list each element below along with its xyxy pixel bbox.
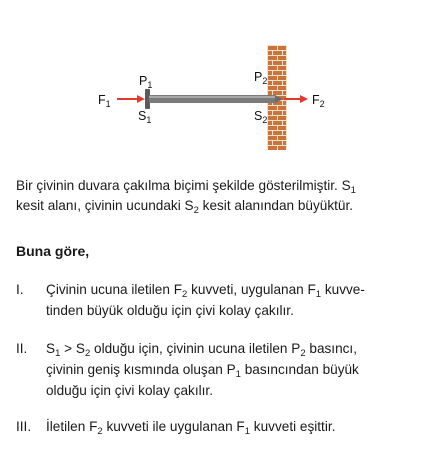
brick [268,136,277,140]
label-s2: $S_2$ [254,109,268,125]
brick [278,146,286,150]
brick [268,66,277,70]
brick [278,116,286,120]
label-p1: $P_1$ [139,74,153,90]
brick [273,91,282,95]
brick [268,81,272,85]
brick [283,101,286,105]
brick [268,146,277,150]
brick [283,141,286,145]
brick [278,106,286,110]
brick [268,126,277,130]
brick [268,116,277,120]
brick [283,91,286,95]
brick [278,66,286,70]
brick [283,61,286,65]
brick [283,111,286,115]
brick [268,131,272,135]
statement-number: I. [16,282,24,297]
brick [268,91,272,95]
brick [268,76,277,80]
brick [268,51,272,55]
nail [145,89,283,109]
label-p2: $P_2$ [254,70,268,86]
brick [268,141,272,145]
brick [283,121,286,125]
brick [278,86,286,90]
brick [283,51,286,55]
question-heading: Buna göre, [16,243,90,259]
statement-text: $S_1 > S_2$ olduğu için, çivinin ucuna iletilen $P_2$ basıncı, çivinin geniş kısmında oluşan $P_1$ basıncından büyük olduğu için çivi kolay çakılır. [46,341,359,398]
brick [273,111,282,115]
brick [273,121,282,125]
brick [278,56,286,60]
brick [273,131,282,135]
label-f1: $F_1$ [98,93,111,109]
brick [268,61,272,65]
brick [273,81,282,85]
label-s1: $S_1$ [138,109,152,125]
label-f2: $F_2$ [312,93,325,109]
brick [273,141,282,145]
brick [268,86,277,90]
statement-text: İletilen $F_2$ kuvveti ile uygulanan $F_1$ kuvveti eşittir. [46,419,336,437]
brick [283,81,286,85]
brick [268,46,277,50]
brick [273,61,282,65]
statement-number: III. [16,419,32,434]
brick [278,76,286,80]
brick [283,131,286,135]
brick [273,71,282,75]
brick [278,136,286,140]
brick [273,51,282,55]
brick [283,71,286,75]
nail-wall-figure [0,0,429,165]
question-stem: Bir çivinin duvara çakılma biçimi şekilde gösterilmiştir. $S_1$ kesit alanı, çivinin ucundaki $S_2$ kesit alanından büyüktür. [16,178,356,216]
brick [268,121,272,125]
brick [268,106,277,110]
brick [268,56,277,60]
statement-text: Çivinin ucuna iletilen $F_2$ kuvveti, uygulanan $F_1$ kuvve- tinden büyük olduğu için çivi kolay çakılır. [46,282,365,318]
force-f2-arrow [284,95,308,103]
brick [278,126,286,130]
statement-number: II. [16,341,28,356]
brick [268,111,272,115]
brick [278,46,286,50]
brick [268,71,272,75]
force-f1-arrow [117,95,145,103]
